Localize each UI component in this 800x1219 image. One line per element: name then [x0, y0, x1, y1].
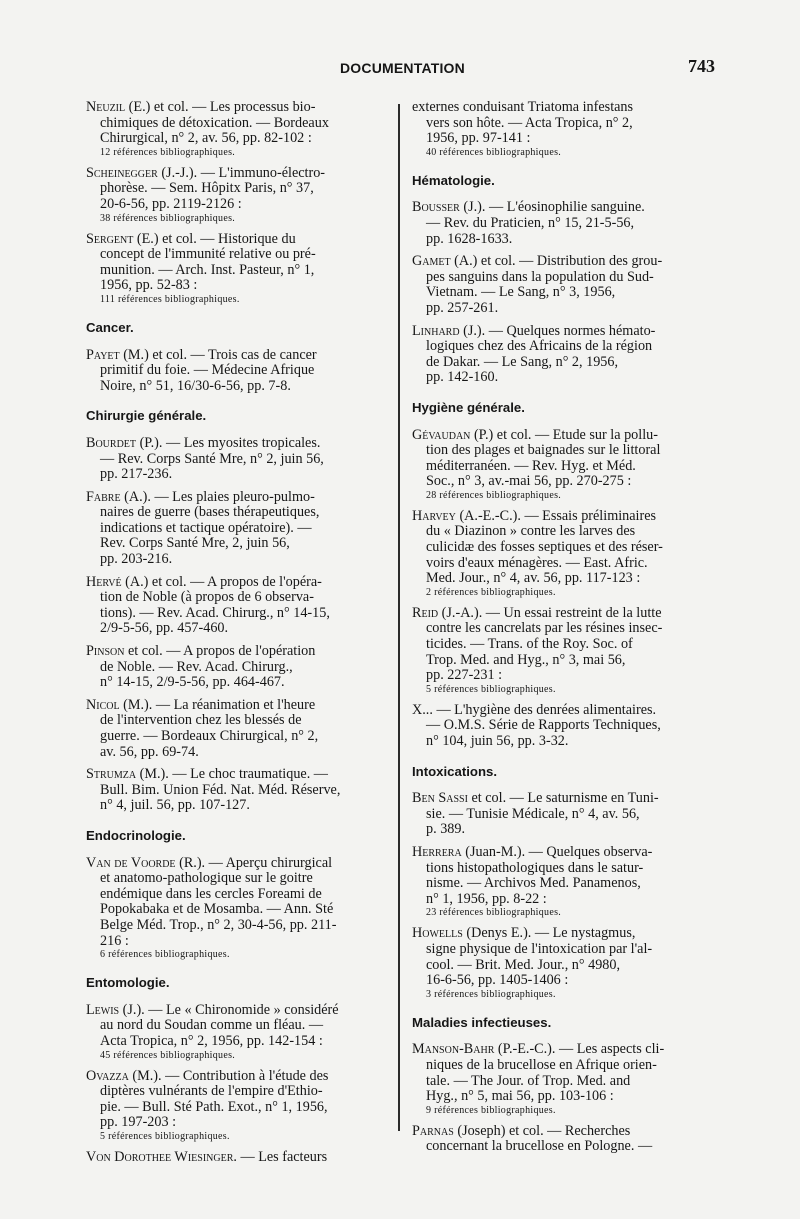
references-count: 6 références bibliographiques. [100, 949, 230, 961]
section-heading: Intoxications. [412, 763, 497, 779]
entry-author: Ovazza [86, 1067, 129, 1084]
bibliography-entry [86, 166, 391, 225]
entry-line: — Les facteurs [240, 1148, 328, 1165]
entry-line: sie. — Tunisie Médicale, n° 4, av. 56, [426, 805, 640, 822]
entry-line: (A.) et col. — Distribution des grou- [454, 253, 663, 270]
entry-line: (J.). — Le « Chironomide » considéré [122, 1001, 339, 1018]
entry-text [86, 436, 391, 483]
section-heading: Endocrinologie. [86, 827, 186, 843]
entry-line: Chirurgical, n° 2, av. 56, pp. 82-102 : [100, 130, 312, 147]
bibliography-entry [86, 856, 391, 962]
bibliography-entry [412, 200, 722, 247]
entry-line: diptères vulnérants de l'empire d'Ethio- [100, 1083, 323, 1100]
right-column [412, 100, 722, 1162]
entry-text [412, 200, 722, 247]
left-column [86, 100, 391, 1172]
entry-author: Scheinegger [86, 164, 158, 181]
entry-line: indications et tactique opératoire). — [100, 519, 312, 536]
entry-line: de Dakar. — Le Sang, n° 2, 1956, [426, 353, 619, 370]
bibliography-entry [412, 1124, 722, 1155]
bibliography-entry [412, 926, 722, 1000]
entry-line: (Juan-M.). — Quelques observa- [465, 843, 653, 860]
bibliography-entry [412, 791, 722, 838]
entry-line: tions). — Rev. Acad. Chirurg., n° 14-15, [100, 604, 330, 621]
bibliography-entry [86, 767, 391, 814]
entry-line: pp. 197-203 : [100, 1114, 177, 1131]
entry-line: (E.) et col. — Historique du [136, 230, 296, 247]
entry-line: Popokabaka et de Mosamba. — Ann. Sté [100, 901, 334, 918]
entry-line: n° 104, juin 56, pp. 3-32. [426, 733, 569, 749]
entry-line: (J.-J.). — L'immuno-électro- [161, 164, 326, 181]
entry-author: Neuzil [86, 99, 126, 115]
entry-author: Howells [412, 925, 463, 942]
entry-author: Herrera [412, 843, 462, 860]
entry-author: Ben Sassi [412, 790, 468, 807]
bibliography-entry [412, 703, 722, 750]
references-count: 12 références bibliographiques. [100, 146, 236, 158]
entry-line: munition. — Arch. Inst. Pasteur, n° 1, [100, 261, 315, 278]
references-count: 38 références bibliographiques. [100, 212, 236, 224]
entry-line: 216 : [100, 932, 129, 949]
entry-text [86, 348, 391, 395]
entry-line: niques de la brucellose en Afrique orien- [426, 1056, 657, 1073]
entry-line: primitif du foie. — Médecine Afrique [100, 362, 315, 379]
entry-line: — O.M.S. Série de Rapports Techniques, [426, 717, 661, 734]
entry-text [86, 698, 391, 760]
entry-line: de l'intervention chez les blessés de [100, 712, 302, 729]
entry-line: au nord du Soudan comme un fléau. — [100, 1017, 324, 1034]
entry-text [412, 703, 722, 750]
entry-line: 2/9-5-56, pp. 457-460. [100, 620, 229, 637]
entry-line: Hyg., n° 5, mai 56, pp. 103-106 : [426, 1088, 614, 1105]
entry-author: Gévaudan [412, 426, 471, 443]
entry-line: concept de l'immunité relative ou pré- [100, 246, 316, 263]
entry-line: et anatomo-pathologique sur le goitre [100, 870, 313, 887]
entry-line: (A.-E.-C.). — Essais préliminaires [459, 507, 657, 524]
entry-author: Nicol [86, 696, 120, 713]
references-count: 45 références bibliographiques. [100, 1049, 236, 1061]
entry-text [86, 232, 391, 294]
entry-text [412, 100, 722, 147]
entry-line: ticides. — Trans. of the Roy. Soc. of [426, 636, 633, 653]
bibliography-entry [86, 644, 391, 691]
bibliography-entry [412, 428, 722, 502]
entry-line: av. 56, pp. 69-74. [100, 743, 199, 760]
entry-line: Vietnam. — Le Sang, n° 3, 1956, [426, 284, 616, 301]
entry-line: (M.). — La réanimation et l'heure [123, 696, 316, 713]
entry-line: nisme. — Archivos Med. Panamenos, [426, 875, 641, 892]
entry-author: Manson-Bahr [412, 1041, 495, 1058]
section-heading: Chirurgie générale. [86, 408, 207, 424]
entry-author: Fabre [86, 488, 121, 505]
references-count: 40 références bibliographiques. [426, 146, 562, 158]
bibliography-entry [412, 254, 722, 316]
references-count: 111 références bibliographiques. [100, 293, 240, 305]
entry-line: endémique dans les cercles Foreami de [100, 885, 322, 902]
references-count: 5 références bibliographiques. [100, 1130, 230, 1142]
bibliography-entry [86, 348, 391, 395]
entry-author: Hervé [86, 573, 122, 590]
bibliography-entry [86, 575, 391, 637]
entry-line: (Joseph) et col. — Recherches [457, 1122, 631, 1139]
entry-line: 1956, pp. 52-83 : [100, 277, 198, 294]
entry-line: pp. 227-231 : [426, 667, 503, 684]
entry-text [86, 856, 391, 950]
entry-line: tion de Noble (à propos de 6 observa- [100, 589, 314, 606]
references-count: 2 références bibliographiques. [426, 586, 556, 598]
entry-text [412, 791, 722, 838]
entry-author: Gamet [412, 253, 451, 270]
page-header [0, 58, 800, 82]
entry-line: 20-6-56, pp. 2119-2126 : [100, 195, 242, 212]
entry-line: (A.) et col. — A propos de l'opéra- [125, 573, 322, 590]
entry-author: Lewis [86, 1001, 120, 1018]
bibliography-entry [412, 100, 722, 159]
entry-line: Med. Jour., n° 4, av. 56, pp. 117-123 : [426, 570, 641, 587]
entry-line: pie. — Bull. Sté Path. Exot., n° 1, 1956, [100, 1098, 328, 1115]
section-heading: Entomologie. [86, 975, 170, 991]
entry-line: 16-6-56, pp. 1405-1406 : [426, 972, 569, 989]
entry-line: tale. — The Jour. of Trop. Med. and [426, 1072, 631, 1089]
entry-author: Bousser [412, 199, 460, 216]
entry-line: naires de guerre (bases thérapeutiques, [100, 504, 320, 521]
entry-line: logiques chez des Africains de la région [426, 338, 653, 355]
entry-text [86, 1003, 391, 1050]
entry-line: — L'hygiène des denrées alimentaires. [436, 701, 657, 718]
entry-author: Strumza [86, 766, 137, 783]
bibliography-entry [86, 1150, 391, 1166]
entry-line: Rev. Corps Santé Mre, 2, juin 56, [100, 535, 290, 552]
entry-line: 1956, pp. 97-141 : [426, 130, 531, 147]
entry-line: (M.). — Le choc traumatique. — [139, 766, 328, 783]
section-heading: Hygiène générale. [412, 399, 525, 415]
entry-text [86, 1150, 391, 1166]
entry-line: vers son hôte. — Acta Tropica, n° 2, [426, 114, 633, 131]
entry-line: (J.). — Quelques normes hémato- [463, 322, 656, 339]
entry-text [86, 1069, 391, 1131]
column-divider [398, 104, 400, 1131]
entry-line: pp. 142-160. [426, 369, 499, 386]
entry-line: Soc., n° 3, av.-mai 56, pp. 270-275 : [426, 473, 632, 490]
entry-line: n° 14-15, 2/9-5-56, pp. 464-467. [100, 674, 285, 691]
running-title: DOCUMENTATION [340, 60, 465, 76]
entry-author: Bourdet [86, 434, 137, 451]
bibliography-entry [412, 845, 722, 919]
entry-line: Bull. Bim. Union Féd. Nat. Méd. Réserve, [100, 781, 341, 798]
references-count: 23 références bibliographiques. [426, 907, 562, 919]
bibliography-entry [86, 232, 391, 306]
entry-author: Parnas [412, 1122, 454, 1139]
entry-line: — Rev. Corps Santé Mre, n° 2, juin 56, [100, 450, 324, 467]
bibliography-entry [86, 1069, 391, 1143]
entry-text [86, 575, 391, 637]
entry-line: (J.-A.). — Un essai restreint de la lutte [441, 604, 662, 621]
entry-author: Pinson [86, 643, 125, 660]
entry-line: concernant la brucellose en Pologne. — [426, 1138, 653, 1155]
entry-author: Sergent [86, 230, 134, 247]
entry-line: (P.) et col. — Etude sur la pollu- [473, 426, 658, 443]
section-heading: Hématologie. [412, 172, 495, 188]
entry-line: guerre. — Bordeaux Chirurgical, n° 2, [100, 728, 319, 744]
entry-line: (E.) et col. — Les processus bio- [128, 99, 316, 115]
entry-author: Harvey [412, 507, 456, 524]
references-count: 5 références bibliographiques. [426, 683, 556, 695]
entry-text [86, 490, 391, 568]
entry-line: Belge Méd. Trop., n° 2, 30-4-56, pp. 211- [100, 916, 337, 933]
entry-line: n° 4, juil. 56, pp. 107-127. [100, 797, 250, 814]
bibliography-entry [412, 324, 722, 386]
entry-text [412, 845, 722, 907]
entry-author: Reid [412, 604, 439, 621]
entry-line: du « Diazinon » contre les larves des [426, 523, 636, 540]
entry-line: (P.-E.-C.). — Les aspects cli- [497, 1041, 665, 1058]
entry-line: méditerranéen. — Rev. Hyg. et Méd. [426, 457, 636, 474]
references-count: 9 références bibliographiques. [426, 1104, 556, 1116]
entry-text [412, 428, 722, 490]
entry-author: Payet [86, 346, 120, 363]
entry-text [86, 166, 391, 213]
entry-line: (M.) et col. — Trois cas de cancer [123, 346, 317, 363]
entry-line: (Denys E.). — Le nystagmus, [466, 925, 636, 942]
entry-line: (A.). — Les plaies pleuro-pulmo- [124, 488, 315, 505]
bibliography-entry [86, 100, 391, 159]
entry-line: phorèse. — Sem. Hôpitx Paris, n° 37, [100, 180, 314, 197]
entry-line: cool. — Brit. Med. Jour., n° 4980, [426, 956, 621, 973]
entry-text [412, 1042, 722, 1104]
entry-line: externes conduisant Triatoma infestans [412, 99, 634, 115]
entry-line: tions histopathologiques dans le satur- [426, 859, 644, 876]
entry-author: Van de Voorde [86, 854, 176, 871]
entry-line: pp. 257-261. [426, 299, 499, 316]
section-heading: Maladies infectieuses. [412, 1014, 552, 1030]
page-number: 743 [688, 56, 715, 76]
entry-line: et col. — A propos de l'opération [128, 643, 316, 660]
references-count: 28 références bibliographiques. [426, 489, 562, 501]
entry-text [86, 767, 391, 814]
entry-line: pes sanguins dans la population du Sud- [426, 268, 654, 285]
bibliography-entry [86, 698, 391, 760]
entry-text [412, 926, 722, 988]
bibliography-entry [86, 490, 391, 568]
section-heading: Cancer. [86, 319, 134, 335]
entry-line: tion des plages et baignades sur le littoral [426, 442, 661, 459]
entry-line: Acta Tropica, n° 2, 1956, pp. 142-154 : [100, 1032, 323, 1049]
bibliography-entry [86, 436, 391, 483]
entry-text [86, 100, 391, 147]
entry-line: et col. — Le saturnisme en Tuni- [471, 790, 659, 807]
entry-line: voirs d'eaux ménagères. — East. Afric. [426, 554, 648, 571]
entry-line: n° 1, 1956, pp. 8-22 : [426, 890, 547, 907]
entry-author: Linhard [412, 322, 460, 339]
entry-author: Von Dorothee Wiesinger. [86, 1148, 237, 1165]
entry-text [412, 606, 722, 684]
bibliography-entry [412, 509, 722, 599]
entry-line: culicidæ des fosses septiques et des réser- [426, 539, 663, 556]
bibliography-entry [412, 1042, 722, 1116]
entry-text [412, 509, 722, 587]
entry-line: p. 389. [426, 821, 466, 838]
entry-line: signe physique de l'intoxication par l'al- [426, 940, 653, 957]
entry-line: chimiques de détoxication. — Bordeaux [100, 114, 329, 131]
entry-line: pp. 203-216. [100, 551, 173, 568]
entry-line: de Noble. — Rev. Acad. Chirurg., [100, 658, 293, 675]
entry-text [412, 324, 722, 386]
entry-text [412, 254, 722, 316]
bibliography-entry [412, 606, 722, 696]
entry-text [412, 1124, 722, 1155]
entry-line: (J.). — L'éosinophilie sanguine. [463, 199, 645, 216]
entry-line: (P.). — Les myosites tropicales. [139, 434, 321, 451]
entry-line: (R.). — Aperçu chirurgical [179, 854, 333, 871]
entry-line: pp. 217-236. [100, 466, 173, 483]
entry-line: contre les cancrelats par les résines insec- [426, 620, 663, 637]
entry-line: Noire, n° 51, 16/30-6-56, pp. 7-8. [100, 377, 291, 394]
entry-line: pp. 1628-1633. [426, 230, 513, 247]
entry-text [86, 644, 391, 691]
entry-author: X... [412, 701, 433, 718]
references-count: 3 références bibliographiques. [426, 988, 556, 1000]
entry-line: (M.). — Contribution à l'étude des [132, 1067, 329, 1084]
bibliography-entry [86, 1003, 391, 1062]
entry-line: Trop. Med. and Hyg., n° 3, mai 56, [426, 651, 626, 668]
entry-line: — Rev. du Praticien, n° 15, 21-5-56, [426, 214, 635, 231]
